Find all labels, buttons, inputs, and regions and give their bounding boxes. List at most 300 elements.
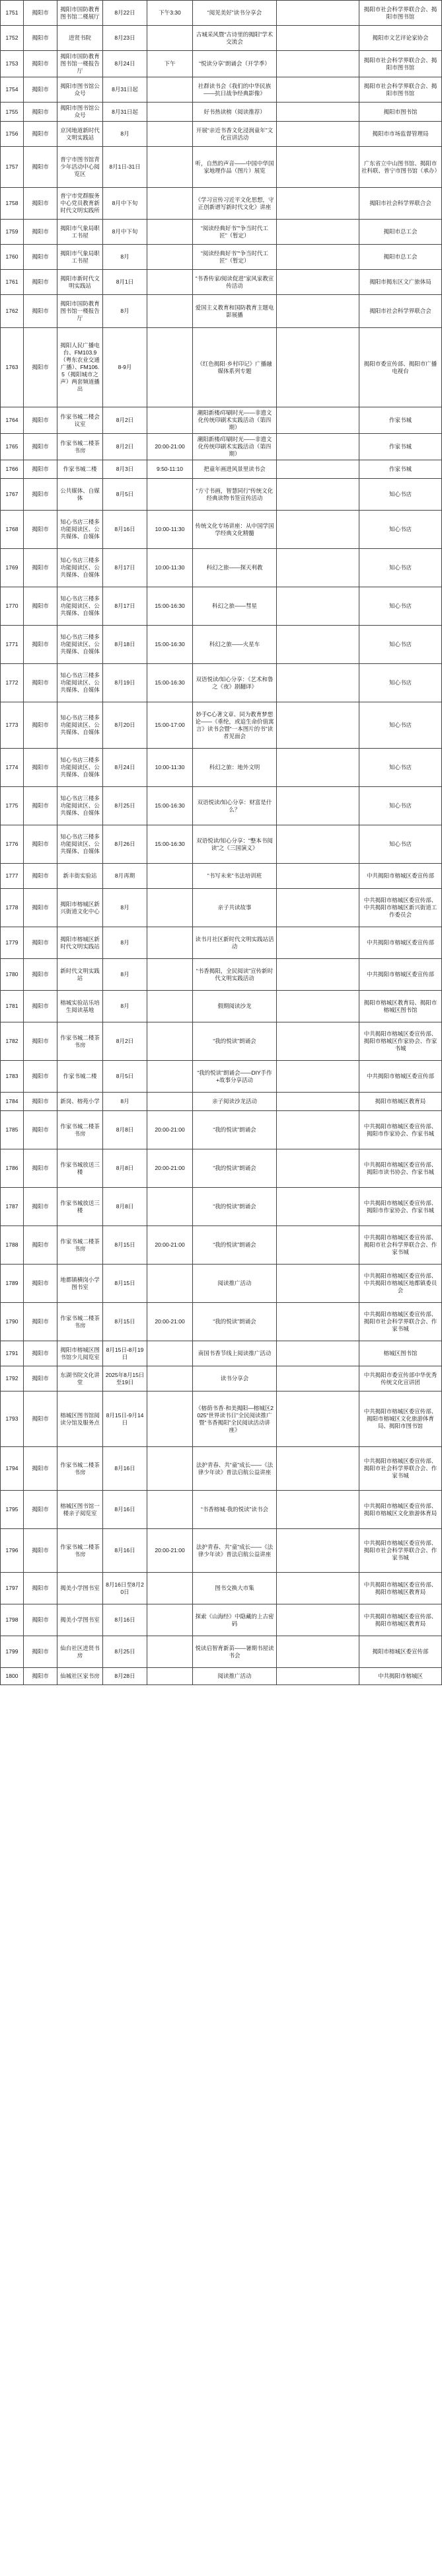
row-format bbox=[277, 991, 359, 1022]
table-row bbox=[1, 26, 442, 51]
row-venue: 京冈地道新时代文明实践站 bbox=[57, 122, 103, 147]
row-city: 揭阳市 bbox=[24, 1668, 57, 1685]
row-date: 8月8日 bbox=[103, 1188, 147, 1226]
row-number: 1795 bbox=[1, 1491, 24, 1529]
row-time bbox=[147, 122, 193, 147]
row-city: 揭阳市 bbox=[24, 479, 57, 511]
row-venue: 揭阳市榕城区新时代文明实践站 bbox=[57, 927, 103, 959]
row-format bbox=[277, 787, 359, 825]
row-venue: 揭阳市气象局职工书屋 bbox=[57, 220, 103, 245]
row-venue: 揭阳市国防教育图书馆二楼展厅 bbox=[57, 1, 103, 26]
row-time: 20:00-21:00 bbox=[147, 1226, 193, 1265]
row-format bbox=[277, 1491, 359, 1529]
row-number: 1771 bbox=[1, 626, 24, 664]
row-city: 揭阳市 bbox=[24, 587, 57, 626]
row-time bbox=[147, 1668, 193, 1685]
row-organizer: 知心书店 bbox=[359, 549, 442, 587]
row-title: “我的悦读”朗诵会 bbox=[193, 1226, 277, 1265]
row-time: 15:00-17:00 bbox=[147, 702, 193, 749]
row-city: 揭阳市 bbox=[24, 122, 57, 147]
row-number: 1757 bbox=[1, 147, 24, 188]
row-time bbox=[147, 1061, 193, 1093]
row-organizer: 知心书店 bbox=[359, 511, 442, 549]
row-format bbox=[277, 825, 359, 864]
row-title: 图书交换大市集 bbox=[193, 1573, 277, 1604]
row-city: 揭阳市 bbox=[24, 1392, 57, 1447]
table-row bbox=[1, 626, 442, 664]
row-number: 1791 bbox=[1, 1341, 24, 1366]
row-date: 8月 bbox=[103, 927, 147, 959]
row-venue: 仙台社区进贤书房 bbox=[57, 1636, 103, 1668]
row-city: 揭阳市 bbox=[24, 328, 57, 407]
row-venue: 知心书店三楼多功能阅读区、公共媒体、自媒体 bbox=[57, 702, 103, 749]
row-title: “我的悦读”朗诵会 bbox=[193, 1188, 277, 1226]
row-format bbox=[277, 479, 359, 511]
row-time bbox=[147, 479, 193, 511]
row-city: 揭阳市 bbox=[24, 787, 57, 825]
table-row bbox=[1, 664, 442, 702]
row-venue: 揭阳市国防教育图书馆一楼报告厅 bbox=[57, 295, 103, 328]
row-organizer: 作家书城 bbox=[359, 434, 442, 460]
row-city: 揭阳市 bbox=[24, 1265, 57, 1303]
row-city: 揭阳市 bbox=[24, 220, 57, 245]
row-number: 1775 bbox=[1, 787, 24, 825]
row-date: 8月 bbox=[103, 295, 147, 328]
row-number: 1765 bbox=[1, 434, 24, 460]
row-time bbox=[147, 188, 193, 220]
row-number: 1796 bbox=[1, 1529, 24, 1573]
row-number: 1782 bbox=[1, 1022, 24, 1061]
row-time bbox=[147, 1341, 193, 1366]
row-city: 揭阳市 bbox=[24, 51, 57, 77]
row-organizer: 揭阳市图书馆 bbox=[359, 103, 442, 122]
row-number: 1756 bbox=[1, 122, 24, 147]
row-title: 法护青春、共“童”成长——《法律少年读》普法启航公益讲座 bbox=[193, 1529, 277, 1573]
row-city: 揭阳市 bbox=[24, 1529, 57, 1573]
row-date: 8月17日 bbox=[103, 587, 147, 626]
row-date: 8月1日-31日 bbox=[103, 147, 147, 188]
row-format bbox=[277, 328, 359, 407]
row-format bbox=[277, 549, 359, 587]
row-organizer: 中共揭阳市榕城区委宣传部、揭阳市作家协会、作家书城 bbox=[359, 1188, 442, 1226]
row-city: 揭阳市 bbox=[24, 103, 57, 122]
row-venue: 普宁市党群服务中心党员教育新时代文明实践所 bbox=[57, 188, 103, 220]
row-organizer: 揭阳市市场监督管理局 bbox=[359, 122, 442, 147]
row-format bbox=[277, 1636, 359, 1668]
row-organizer: 中共揭阳市榕城区委宣传部、揭阳市社会科学界联合会、作家书城 bbox=[359, 1447, 442, 1491]
row-date: 8月5日 bbox=[103, 479, 147, 511]
row-time bbox=[147, 147, 193, 188]
row-date: 8月 bbox=[103, 959, 147, 991]
row-city: 揭阳市 bbox=[24, 1, 57, 26]
row-title: 悦读启智育新苗——暑期书屋读书会 bbox=[193, 1636, 277, 1668]
row-format bbox=[277, 77, 359, 103]
row-time: 下午 bbox=[147, 51, 193, 77]
row-venue: 揭阳人民广播电台、FM103.9（粤东农业交通广播）、FM106.5（揭阳城市之声）两套频道播出 bbox=[57, 328, 103, 407]
row-organizer: 中共揭阳市榕城区委宣传部、揭阳市社会科学界联合会、作家书城 bbox=[359, 1226, 442, 1265]
row-date: 8月3日 bbox=[103, 460, 147, 479]
row-date: 8月5日 bbox=[103, 1061, 147, 1093]
row-organizer: 中共揭阳市榕城区委宣传部 bbox=[359, 864, 442, 889]
table-row bbox=[1, 1529, 442, 1573]
row-city: 揭阳市 bbox=[24, 749, 57, 787]
row-date: 8月 bbox=[103, 889, 147, 927]
table-row bbox=[1, 245, 442, 270]
row-format bbox=[277, 270, 359, 295]
row-city: 揭阳市 bbox=[24, 270, 57, 295]
row-venue: 知心书店三楼多功能阅读区、公共媒体、自媒体 bbox=[57, 664, 103, 702]
row-city: 揭阳市 bbox=[24, 434, 57, 460]
row-date: 8月再期 bbox=[103, 864, 147, 889]
row-format bbox=[277, 1093, 359, 1111]
row-organizer: 揭阳市社会科学界联合会、揭阳市图书馆 bbox=[359, 77, 442, 103]
row-title: 读书月社区新时代文明实践站活动 bbox=[193, 927, 277, 959]
row-format bbox=[277, 1668, 359, 1685]
row-city: 揭阳市 bbox=[24, 1022, 57, 1061]
table-row bbox=[1, 927, 442, 959]
table-row bbox=[1, 1226, 442, 1265]
row-format bbox=[277, 1226, 359, 1265]
row-title: “阅见美好”读书分享会 bbox=[193, 1, 277, 26]
row-number: 1783 bbox=[1, 1061, 24, 1093]
row-format bbox=[277, 1447, 359, 1491]
row-time bbox=[147, 245, 193, 270]
row-number: 1787 bbox=[1, 1188, 24, 1226]
row-date: 8月16日至8月20日 bbox=[103, 1573, 147, 1604]
row-date: 8月15日 bbox=[103, 1303, 147, 1341]
row-format bbox=[277, 864, 359, 889]
row-city: 揭阳市 bbox=[24, 825, 57, 864]
row-number: 1778 bbox=[1, 889, 24, 927]
row-city: 揭阳市 bbox=[24, 188, 57, 220]
row-title: 假期阅读沙龙 bbox=[193, 991, 277, 1022]
table-row bbox=[1, 1149, 442, 1188]
row-date: 8月31日起 bbox=[103, 103, 147, 122]
row-format bbox=[277, 1, 359, 26]
row-city: 揭阳市 bbox=[24, 1111, 57, 1149]
row-format bbox=[277, 1061, 359, 1093]
row-date: 8月26日 bbox=[103, 825, 147, 864]
row-city: 揭阳市 bbox=[24, 245, 57, 270]
row-time: 20:00-21:00 bbox=[147, 1149, 193, 1188]
row-title: “书写未来”书法培训班 bbox=[193, 864, 277, 889]
table-row bbox=[1, 1447, 442, 1491]
table-row bbox=[1, 434, 442, 460]
row-venue: 揭美小学图书室 bbox=[57, 1573, 103, 1604]
row-number: 1786 bbox=[1, 1149, 24, 1188]
table-row bbox=[1, 787, 442, 825]
row-number: 1772 bbox=[1, 664, 24, 702]
row-format bbox=[277, 1604, 359, 1636]
row-title: 《红色揭阳·乡村印记》广播融媒体系列专题 bbox=[193, 328, 277, 407]
row-venue: 作家书城二楼茶书房 bbox=[57, 1022, 103, 1061]
row-title: “阅读经典好书”“争当时代工匠”（暂定） bbox=[193, 245, 277, 270]
row-city: 揭阳市 bbox=[24, 927, 57, 959]
row-format bbox=[277, 220, 359, 245]
table-row bbox=[1, 1093, 442, 1111]
row-date: 8月16日 bbox=[103, 1447, 147, 1491]
row-city: 揭阳市 bbox=[24, 26, 57, 51]
row-city: 揭阳市 bbox=[24, 1366, 57, 1392]
row-date: 8月 bbox=[103, 1093, 147, 1111]
row-date: 8月8日 bbox=[103, 1149, 147, 1188]
row-organizer: 知心书店 bbox=[359, 702, 442, 749]
row-date: 8月25日 bbox=[103, 1636, 147, 1668]
row-city: 揭阳市 bbox=[24, 1636, 57, 1668]
row-date: 2025年8月15日至19日 bbox=[103, 1366, 147, 1392]
row-title: 双语悦读/知心分享：《艺术和鲁之《夜》剧翻译》 bbox=[193, 664, 277, 702]
row-date: 8月2日 bbox=[103, 1022, 147, 1061]
row-format bbox=[277, 702, 359, 749]
row-time bbox=[147, 1366, 193, 1392]
row-title: “我的悦读”朗诵会 bbox=[193, 1149, 277, 1188]
row-venue: 普宁市图书馆青少年活动中心阅览区 bbox=[57, 147, 103, 188]
row-title: 传统文化专场讲座：从中国学国学经典文化精髓 bbox=[193, 511, 277, 549]
table-row bbox=[1, 460, 442, 479]
row-number: 1797 bbox=[1, 1573, 24, 1604]
table-row bbox=[1, 864, 442, 889]
table-row bbox=[1, 147, 442, 188]
row-format bbox=[277, 511, 359, 549]
row-format bbox=[277, 587, 359, 626]
activity-table-body bbox=[1, 1, 442, 1685]
row-city: 揭阳市 bbox=[24, 889, 57, 927]
row-time: 15:00-16:30 bbox=[147, 664, 193, 702]
row-number: 1768 bbox=[1, 511, 24, 549]
table-row bbox=[1, 1392, 442, 1447]
table-row bbox=[1, 1022, 442, 1061]
row-time: 15:00-16:30 bbox=[147, 626, 193, 664]
row-city: 揭阳市 bbox=[24, 460, 57, 479]
table-row bbox=[1, 270, 442, 295]
row-organizer: 中共揭阳市榕城区委宣传部、揭阳市作家协会、作家书城 bbox=[359, 1111, 442, 1149]
row-venue: 揭阳市榕城区图书馆少儿阅览室 bbox=[57, 1341, 103, 1366]
row-time bbox=[147, 1604, 193, 1636]
row-number: 1766 bbox=[1, 460, 24, 479]
row-time: 10:00-11:30 bbox=[147, 749, 193, 787]
row-city: 揭阳市 bbox=[24, 702, 57, 749]
row-title: “方寸书画，智慧同行”传统文化经典读物书签宣传活动 bbox=[193, 479, 277, 511]
row-format bbox=[277, 434, 359, 460]
row-time bbox=[147, 927, 193, 959]
row-number: 1770 bbox=[1, 587, 24, 626]
row-venue: 作家书城二楼茶书房 bbox=[57, 1226, 103, 1265]
row-format bbox=[277, 1573, 359, 1604]
row-title: “悦读分享”朗诵会（开学季） bbox=[193, 51, 277, 77]
row-title: “我的悦读”朗诵会 bbox=[193, 1111, 277, 1149]
table-row bbox=[1, 549, 442, 587]
row-venue: 进贤书院 bbox=[57, 26, 103, 51]
row-format bbox=[277, 295, 359, 328]
row-organizer: 广东省立中山图书馆、揭阳市社科联、普宁市图书馆（承办） bbox=[359, 147, 442, 188]
row-organizer: 中共揭阳市榕城区委宣传部、揭阳市榕城区文化旅游体育局 bbox=[359, 1491, 442, 1529]
row-venue: 榕城实验站乐培生阅读基地 bbox=[57, 991, 103, 1022]
row-city: 揭阳市 bbox=[24, 1149, 57, 1188]
row-format bbox=[277, 1022, 359, 1061]
row-number: 1754 bbox=[1, 77, 24, 103]
table-row bbox=[1, 122, 442, 147]
row-venue: 公共媒体、自媒体 bbox=[57, 479, 103, 511]
row-organizer: 知心书店 bbox=[359, 626, 442, 664]
row-organizer: 揭阳市揭东区文广旅体局 bbox=[359, 270, 442, 295]
row-time: 10:00-11:30 bbox=[147, 549, 193, 587]
row-organizer: 揭阳市社会科学界联合会、揭阳市图书馆 bbox=[359, 1, 442, 26]
row-time bbox=[147, 889, 193, 927]
row-number: 1758 bbox=[1, 188, 24, 220]
row-title: 科幻之旅——探天利教 bbox=[193, 549, 277, 587]
row-venue: 作家书城二楼 bbox=[57, 460, 103, 479]
row-title: “书香传家/阅读促进”家风家教宣传活动 bbox=[193, 270, 277, 295]
row-title: 听，自然的声音——中国中华国家地理作品（图片）展览 bbox=[193, 147, 277, 188]
row-city: 揭阳市 bbox=[24, 147, 57, 188]
row-date: 8月15日-8月19日 bbox=[103, 1341, 147, 1366]
table-row bbox=[1, 959, 442, 991]
row-organizer: 中共揭阳市榕城区委宣传部、中共揭阳市榕城区新兴街道工作委员会 bbox=[359, 889, 442, 927]
row-venue: 作家书城二楼 bbox=[57, 1061, 103, 1093]
table-row bbox=[1, 1491, 442, 1529]
row-title: 妙手C心著文章、同为教育梦想论——《垂纶，或追生命价值寓言》读书会暨“一本图片的书”读者见面会 bbox=[193, 702, 277, 749]
row-number: 1751 bbox=[1, 1, 24, 26]
row-format bbox=[277, 26, 359, 51]
row-venue: 知心书店三楼多功能阅读区、公共媒体、自媒体 bbox=[57, 749, 103, 787]
row-format bbox=[277, 1188, 359, 1226]
row-title: 南国书香节线上阅读推广活动 bbox=[193, 1341, 277, 1366]
row-number: 1790 bbox=[1, 1303, 24, 1341]
row-number: 1769 bbox=[1, 549, 24, 587]
row-venue: 揭阳市榕城区新兴街道文化中心 bbox=[57, 889, 103, 927]
row-number: 1799 bbox=[1, 1636, 24, 1668]
row-time bbox=[147, 26, 193, 51]
row-title: 《榕荫书香·和美揭阳—榕城区2025“世界读书日”全民阅读推广暨“书香揭阳”全民阅读活动讲座》 bbox=[193, 1392, 277, 1447]
row-date: 8月15日 bbox=[103, 1226, 147, 1265]
row-venue: 作家书城二楼茶书房 bbox=[57, 1111, 103, 1149]
row-time: 下午3:30 bbox=[147, 1, 193, 26]
row-time bbox=[147, 270, 193, 295]
row-venue: 新时代文明实践站 bbox=[57, 959, 103, 991]
row-title: “阅读经典好书”“争当时代工匠”（暂定） bbox=[193, 220, 277, 245]
row-date: 8月2日 bbox=[103, 434, 147, 460]
row-organizer: 揭阳市文艺评论家协会 bbox=[359, 26, 442, 51]
row-city: 揭阳市 bbox=[24, 1303, 57, 1341]
row-date: 8月25日 bbox=[103, 787, 147, 825]
row-number: 1759 bbox=[1, 220, 24, 245]
row-date: 8月24日 bbox=[103, 51, 147, 77]
table-row bbox=[1, 1366, 442, 1392]
row-number: 1779 bbox=[1, 927, 24, 959]
row-date: 8月20日 bbox=[103, 702, 147, 749]
table-row bbox=[1, 1341, 442, 1366]
row-format bbox=[277, 626, 359, 664]
row-time bbox=[147, 407, 193, 434]
row-date: 8月31日起 bbox=[103, 77, 147, 103]
row-format bbox=[277, 1392, 359, 1447]
row-format bbox=[277, 460, 359, 479]
row-date: 8月17日 bbox=[103, 549, 147, 587]
row-city: 揭阳市 bbox=[24, 664, 57, 702]
row-venue: 知心书店三楼多功能阅读区、公共媒体、自媒体 bbox=[57, 549, 103, 587]
table-row bbox=[1, 511, 442, 549]
row-title: 科幻之旅——彗星 bbox=[193, 587, 277, 626]
row-venue: 作家书城二楼茶书房 bbox=[57, 1529, 103, 1573]
row-date: 8月16日 bbox=[103, 511, 147, 549]
row-venue: 地都镇横岗小学图书室 bbox=[57, 1265, 103, 1303]
table-row bbox=[1, 220, 442, 245]
row-date: 8月16日 bbox=[103, 1491, 147, 1529]
row-city: 揭阳市 bbox=[24, 549, 57, 587]
row-time bbox=[147, 328, 193, 407]
row-title: “我的悦读”朗诵会——DIY手作+故事分享活动 bbox=[193, 1061, 277, 1093]
row-date: 8月24日 bbox=[103, 749, 147, 787]
row-date: 8月 bbox=[103, 245, 147, 270]
row-venue: 揭阳市国防教育图书馆一楼报告厅 bbox=[57, 51, 103, 77]
row-title: 潮阳新楼/印刷时光——非遗文化传统印刷术实践活动（第四期） bbox=[193, 407, 277, 434]
row-organizer: 知心书店 bbox=[359, 787, 442, 825]
row-venue: 知心书店三楼多功能阅读区、公共媒体、自媒体 bbox=[57, 825, 103, 864]
table-row bbox=[1, 188, 442, 220]
row-time bbox=[147, 1093, 193, 1111]
row-city: 揭阳市 bbox=[24, 1093, 57, 1111]
row-title: 开展“亲近书香文化浸润童年”文化宣讲活动 bbox=[193, 122, 277, 147]
row-venue: 揭阳市图书馆公众号 bbox=[57, 77, 103, 103]
row-venue: 作家书城二楼会议室 bbox=[57, 407, 103, 434]
row-title: 亲子阅读沙龙活动 bbox=[193, 1093, 277, 1111]
table-row bbox=[1, 825, 442, 864]
row-title: 法护青春、共“童”成长——《法律少年读》普法启航公益讲座 bbox=[193, 1447, 277, 1491]
row-venue: 揭阳市新时代文明实践站 bbox=[57, 270, 103, 295]
row-organizer: 榕城区图书馆 bbox=[359, 1341, 442, 1366]
table-row bbox=[1, 1303, 442, 1341]
row-format bbox=[277, 1341, 359, 1366]
row-venue: 新丰街实验站 bbox=[57, 864, 103, 889]
row-city: 揭阳市 bbox=[24, 1061, 57, 1093]
row-time: 10:00-11:30 bbox=[147, 511, 193, 549]
row-number: 1752 bbox=[1, 26, 24, 51]
row-number: 1794 bbox=[1, 1447, 24, 1491]
row-title: 把童年画进风景里读书会 bbox=[193, 460, 277, 479]
table-row bbox=[1, 1604, 442, 1636]
table-row bbox=[1, 889, 442, 927]
table-row bbox=[1, 702, 442, 749]
row-venue: 新岗、榕苑小学 bbox=[57, 1093, 103, 1111]
table-row bbox=[1, 407, 442, 434]
row-time bbox=[147, 991, 193, 1022]
row-time: 9:50-11:10 bbox=[147, 460, 193, 479]
row-date: 8月18日 bbox=[103, 626, 147, 664]
row-organizer: 中共揭阳市榕城区委宣传部、揭阳市榕城区教育局 bbox=[359, 1573, 442, 1604]
row-organizer: 揭阳市榕城区教育局、揭阳市榕城区图书馆 bbox=[359, 991, 442, 1022]
row-number: 1774 bbox=[1, 749, 24, 787]
row-format bbox=[277, 1265, 359, 1303]
row-city: 揭阳市 bbox=[24, 1573, 57, 1604]
table-row bbox=[1, 587, 442, 626]
row-time bbox=[147, 1636, 193, 1668]
row-organizer: 中共揭阳市委宣传部中华优秀传统文化宣讲团 bbox=[359, 1366, 442, 1392]
row-time bbox=[147, 1447, 193, 1491]
row-format bbox=[277, 122, 359, 147]
row-date: 8月8日 bbox=[103, 1111, 147, 1149]
row-number: 1764 bbox=[1, 407, 24, 434]
row-format bbox=[277, 1529, 359, 1573]
row-time: 20:00-21:00 bbox=[147, 1111, 193, 1149]
row-venue: 揭美小学图书室 bbox=[57, 1604, 103, 1636]
row-venue: 揭阳市气象局职工书屋 bbox=[57, 245, 103, 270]
row-date: 8月 bbox=[103, 122, 147, 147]
row-date: 8月16日 bbox=[103, 1529, 147, 1573]
row-title: “书香榕城·我的悦读”读书会 bbox=[193, 1491, 277, 1529]
row-time: 15:00-16:30 bbox=[147, 787, 193, 825]
row-organizer: 中共揭阳市榕城区委宣传部、揭阳市读书协会、作家书城 bbox=[359, 1149, 442, 1188]
table-row bbox=[1, 295, 442, 328]
